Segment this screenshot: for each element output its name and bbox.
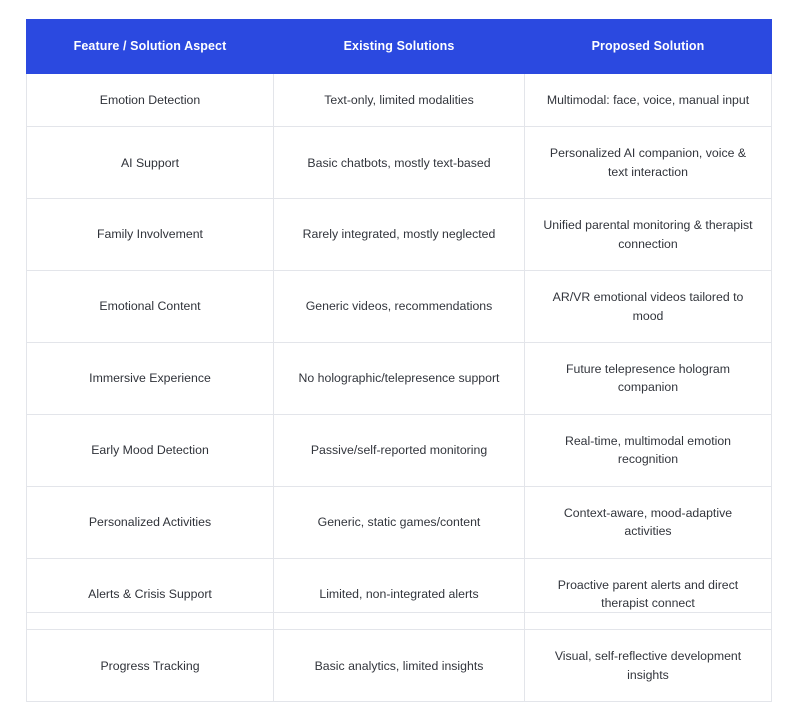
comparison-table [26, 19, 772, 702]
cell-existing: Basic chatbots, mostly text-based [274, 127, 525, 199]
cell-aspect: Alerts & Crisis Support [27, 558, 274, 630]
cell-aspect: Immersive Experience [27, 342, 274, 414]
cell-existing: Limited, non-integrated alerts [274, 558, 525, 630]
cell-proposed: Context-aware, mood-adaptive activities [525, 486, 772, 558]
table-row [27, 342, 772, 414]
table-body [27, 73, 772, 701]
cell-aspect: Early Mood Detection [27, 414, 274, 486]
cell-existing: Generic videos, recommendations [274, 271, 525, 343]
cell-proposed: Real-time, multimodal emotion recognition [525, 414, 772, 486]
cell-aspect: Emotional Content [27, 271, 274, 343]
cell-existing: Rarely integrated, mostly neglected [274, 199, 525, 271]
comparison-table-container [26, 19, 771, 702]
table-row [27, 73, 772, 126]
cell-aspect: AI Support [27, 127, 274, 199]
column-header-proposed: Proposed Solution [525, 20, 772, 74]
cell-existing: Generic, static games/content [274, 486, 525, 558]
cell-aspect: Emotion Detection [27, 73, 274, 126]
cell-aspect: Personalized Activities [27, 486, 274, 558]
column-header-aspect: Feature / Solution Aspect [27, 20, 274, 74]
table-row [27, 414, 772, 486]
cell-existing: Basic analytics, limited insights [274, 630, 525, 702]
table-row [27, 127, 772, 199]
table-row [27, 199, 772, 271]
cell-existing: Passive/self-reported monitoring [274, 414, 525, 486]
bottom-divider [26, 612, 771, 613]
table-row [27, 486, 772, 558]
cell-proposed: Unified parental monitoring & therapist connection [525, 199, 772, 271]
cell-aspect: Family Involvement [27, 199, 274, 271]
cell-proposed: AR/VR emotional videos tailored to mood [525, 271, 772, 343]
table-row [27, 558, 772, 630]
table-header-row [27, 20, 772, 74]
cell-existing: Text-only, limited modalities [274, 73, 525, 126]
table-row [27, 630, 772, 702]
cell-proposed: Future telepresence hologram companion [525, 342, 772, 414]
cell-existing: No holographic/telepresence support [274, 342, 525, 414]
table-row [27, 271, 772, 343]
cell-proposed: Personalized AI companion, voice & text interaction [525, 127, 772, 199]
column-header-existing: Existing Solutions [274, 20, 525, 74]
cell-aspect: Progress Tracking [27, 630, 274, 702]
table-header [27, 20, 772, 74]
cell-proposed: Proactive parent alerts and direct therapist connect [525, 558, 772, 630]
cell-proposed: Visual, self-reflective development insights [525, 630, 772, 702]
cell-proposed: Multimodal: face, voice, manual input [525, 73, 772, 126]
